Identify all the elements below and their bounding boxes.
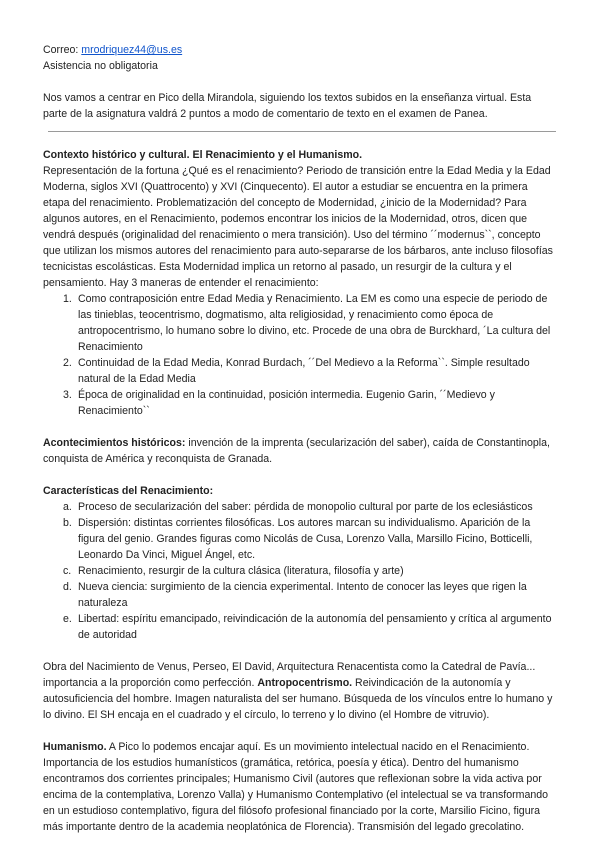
list-item (43, 515, 557, 563)
context-body: Representación de la fortuna ¿Qué es el renacimiento? Periodo de transición entre la Edad Media y la Edad Moderna, siglos XVI (Quattrocento) y XVI (Cinquecento). El autor a estudiar se encuentra en la primera etapa del renacimiento. Problematización del concepto de Modernidad, ¿inicio de la Modernidad? Para algunos autores, en el Renacimiento, podemos encontrar los inicios de la Modernidad, otros, dicen que vendrá después (originalidad del renacimiento o mera transición). Uso del término ´´modernus``, concepto que utilizan los mismos autores del renacimiento para auto-separarse de los bárbaros, ante incluso filosofías tecnicistas escolásticas. Esta Modernidad implica un retorno al pasado, un resurgir de la cultura y el pensamiento. Hay 3 maneras de entender el renacimiento: (43, 165, 553, 289)
context-heading: Contexto histórico y cultural. El Renacimiento y el Humanismo. (43, 149, 363, 161)
list-item (43, 563, 557, 579)
humanism-term: Humanismo. (43, 741, 107, 753)
list-item-text: Proceso de secularización del saber: pérdida de monopolio cultural por parte de los eclesiásticos (78, 501, 533, 513)
list-marker: d. (63, 581, 72, 593)
events-text: invención de la imprenta (secularización del saber), caída de Constantinopla, conquista de América y reconquista de Granada. (43, 437, 550, 465)
anthropocentrism-term: Antropocentrismo. (257, 677, 353, 689)
works-text-after: Reivindicación de la autonomía y autosuficiencia del hombre. Imagen naturalista del ser humano. Búsqueda de los vínculos entre lo humano y lo divino. El SH encaja en el cuadrado y el círculo, lo terreno y lo divino (el Hombre de vitruvio). (43, 677, 553, 721)
list-marker: 1. (63, 293, 72, 305)
list-item-text: Libertad: espíritu emancipado, reivindicación de la autonomía del pensamiento y crítica al argumento de autoridad (78, 613, 552, 641)
humanism-paragraph (43, 739, 557, 835)
list-item-text: Renacimiento, resurgir de la cultura clásica (literatura, filosofía y arte) (78, 565, 404, 577)
list-marker: 3. (63, 389, 72, 401)
list-marker: b. (63, 517, 72, 529)
list-item (43, 499, 557, 515)
humanism-text: A Pico lo podemos encajar aquí. Es un movimiento intelectual nacido en el Renacimiento. Importancia de los estudios humanísticos (gramática, retórica, poesía y ética). Dentro del humanismo encontramos dos corrientes principales; Humanismo Civil (autores que reflexionan sobre la vida activa por encima de la contemplativa, Lorenzo Valla) y Humanismo Contemplativo (el intelectual se va transformando en un estudioso contemplativo, figura del filósofo profesional financiado por la corte, Marsilio Ficino, figura más importante dentro de la academia neoplatónica de Florencia). Transmisión del legado grecolatino. (43, 741, 549, 833)
email-line (43, 42, 557, 58)
list-item-text: Época de originalidad en la continuidad, posición intermedia. Eugenio Garin, ´´Medievo y Renacimiento`` (78, 389, 495, 417)
characteristics-list (43, 499, 557, 643)
list-item-text: Nueva ciencia: surgimiento de la ciencia experimental. Intento de conocer las leyes que rigen la naturaleza (78, 581, 527, 609)
email-label: Correo: (43, 44, 79, 56)
list-item (43, 611, 557, 643)
list-item (43, 355, 557, 387)
email-link[interactable]: mrodriquez44@us.es (81, 44, 183, 56)
list-item-text: Continuidad de la Edad Media, Konrad Burdach, ´´Del Medievo a la Reforma``. Simple resultado natural de la Edad Media (78, 357, 530, 385)
events-label: Acontecimientos históricos: (43, 437, 186, 449)
list-marker: c. (63, 565, 72, 577)
attendance-note: Asistencia no obligatoria (43, 60, 158, 72)
list-item (43, 579, 557, 611)
list-item-text: Como contraposición entre Edad Media y Renacimiento. La EM es como una especie de periodo de las tinieblas, teocentrismo, dogmatismo, alta religiosidad, y renacimiento como época de antropocentrismo, lo humano sobre lo divino, etc. Procede de una obra de Burckhard, ´La cultura del Renacimiento (78, 293, 551, 353)
list-marker: 2. (63, 357, 72, 369)
list-item (43, 291, 557, 355)
list-item (43, 387, 557, 419)
intro-paragraph: Nos vamos a centrar en Pico della Mirandola, siguiendo los textos subidos en la enseñanza virtual. Esta parte de la asignatura valdrá 2 puntos a modo de comentario de texto en el examen de Panea. (43, 92, 532, 120)
renaissance-interpretations-list (43, 291, 557, 419)
list-marker: e. (63, 613, 72, 625)
list-marker: a. (63, 501, 72, 513)
list-item-text: Dispersión: distintas corrientes filosóficas. Los autores marcan su individualismo. Aparición de la figura del genio. Grandes figuras como Nicolás de Cusa, Lorenzo Valla, Marsillo Ficino, Botticelli, Leonardo Da Vinci, Miguel Ángel, etc. (78, 517, 533, 561)
works-text-before: Obra del Nacimiento de Venus, Perseo, El David, Arquitectura Renacentista como la Catedral de Pavía... importancia a la proporción como perfección. (43, 661, 536, 689)
events-paragraph (43, 435, 557, 467)
document-page (43, 42, 557, 835)
works-paragraph (43, 659, 557, 723)
characteristics-heading: Características del Renacimiento: (43, 485, 214, 497)
